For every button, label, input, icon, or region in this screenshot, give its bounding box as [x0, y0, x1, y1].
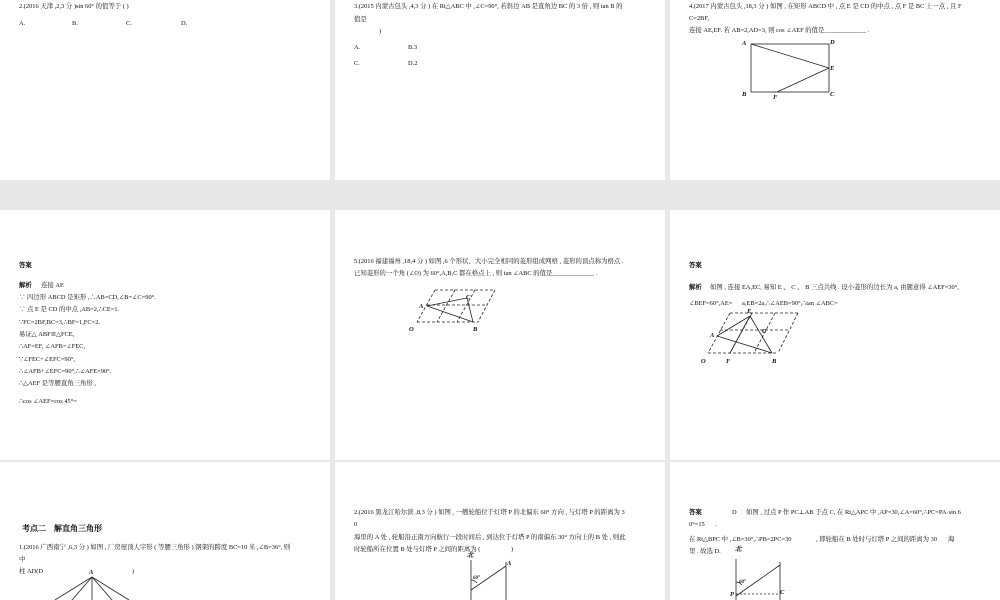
solution-line-4: 里 . 故选 D. [689, 548, 721, 555]
answer-value: D [732, 509, 737, 516]
question-5-text-cont: 已知菱形的一个角 (∠O) 为 60°,A,B,C 都在格点上 , 则 tan ∠ABC 的值是_____________ . [354, 270, 598, 277]
question-3-text-cont: 值是 [354, 16, 367, 23]
figure-label-f: F [726, 358, 731, 365]
question-2-text: 2.(2016 黑龙江哈尔滨 ,8,3 分 ) 如图 , 一艘轮船位于灯塔 P 的北偏东 60° 方向 , 与灯塔 P 的距离为 3 [354, 509, 625, 516]
question-5-text: 5.(2016 福建福州 ,18,4 分 ) 如图 ,6 个形状、大小完全相同的菱形组成网格 , 菱形的顶点称为格点 . [354, 258, 624, 265]
answer-label: 答案 [689, 509, 702, 516]
rhombus-grid-figure [335, 210, 665, 460]
slide-8 [335, 462, 665, 600]
solution-line-2: 0°=15 [689, 521, 705, 528]
slide-2 [335, 0, 665, 180]
analysis-line-1: 如图 , 连接 EA,EC, 易知 E 、 C 、 B 三点共线 . 设小菱形的边长为 a, 由题意得 ∠AEF=30°, [710, 284, 959, 291]
figure-label-f: F [773, 94, 778, 101]
analysis-line-9: ∴△AEF 是等腰直角三角形 , [19, 380, 96, 387]
question-4-text-cont2: 连接 AE,EF. 若 AB=2,AD=3, 则 cos ∠AEF 的值是_____________ . [689, 27, 870, 34]
option-d-label: D.2 [408, 60, 418, 67]
option-a-label: A. [354, 44, 361, 51]
analysis-line-3: a,EB=2a,∴∠AEB=90°,∴tan ∠ABC= [742, 300, 838, 307]
roof-truss-figure [0, 462, 330, 600]
option-c-label: C. [126, 20, 132, 27]
figure-label-p: P [730, 591, 734, 598]
option-d-label: D. [181, 20, 188, 27]
analysis-line-1: 连接 AF. [41, 282, 65, 289]
answer-label: 答案 [689, 262, 702, 269]
analysis-line-8: ∴∠AFB+∠EFC=90°,∴∠AFE=90°. [19, 368, 112, 375]
figure-label-d: D [830, 39, 835, 46]
section-heading: 考点二 解直角三角形 [22, 524, 102, 533]
figure-label-b: B [742, 91, 747, 98]
analysis-line-7: ∵∠FEC+∠EFC=90°, [19, 356, 75, 363]
question-1-text-cont2: 柱 AD(D [19, 568, 43, 575]
question-1-paren: ) [132, 568, 135, 575]
figure-label-c: C [780, 589, 785, 596]
figure-label-c: C [762, 328, 767, 335]
slide-1 [0, 0, 330, 180]
solution-line-3: 在 Rt△BPC 中 ,∠B=30°,∴PB=2PC=30 [689, 536, 792, 543]
question-2-text-cont3: 时轮船所在位置 B 处与灯塔 P 之间的距离为 ( [354, 546, 481, 553]
question-2-text-cont2: 海里的 A 处 , 轮船沿正南方向航行一段时间后 , 到达位于灯塔 P 的南偏东 30° 方向上的 B 处 , 则此 [354, 534, 626, 541]
option-b-label: B. [72, 20, 78, 27]
figure-label-a: A [89, 569, 94, 576]
slide-3 [670, 0, 1000, 180]
figure-label-b: B [772, 358, 777, 365]
solution-line-3-cont: , 即轮船在 B 处时与灯塔 P 之间的距离为 30 [816, 536, 938, 543]
slide-6 [670, 210, 1000, 460]
question-1-text: 1.(2016 广西南宁 ,6,3 分 ) 如图 , 厂房屋顶人字形 ( 等腰三角形 ) 钢架的跨度 BC=10 米 ,∠B=36°, 则 [19, 544, 291, 551]
analysis-line-2: ∵ 四边形 ABCD 是矩形 ,∴AB=CD,∠B=∠C=90°. [19, 294, 156, 301]
figure-label-north: 北 [735, 546, 742, 553]
figure-label-b: B [473, 326, 478, 333]
slide-4 [0, 210, 330, 460]
figure-label-a: A [419, 303, 424, 310]
analysis-line-2: ∠BEF=60°,AE= [689, 300, 733, 307]
figure-label-c: C [830, 91, 835, 98]
figure-label-a: A [710, 332, 715, 339]
analysis-label: 解析 [19, 282, 32, 289]
slide-9 [670, 462, 1000, 600]
solution-line-1: 如图 , 过点 P 作 PC⊥AB 于点 C, 在 Rt△APC 中 ,AP=30,∠A=60°,∴PC=PA·sin 6 [746, 509, 961, 516]
question-2-paren: ) [511, 546, 514, 553]
solution-line-3-end: 海 [948, 536, 955, 543]
figure-label-a: A [742, 40, 747, 47]
figure-label-angle-60: 60° [473, 576, 480, 581]
analysis-line-5: 易证△ ABF≌△FCE, [19, 331, 75, 338]
figure-label-o: O [409, 326, 414, 333]
figure-label-angle-60: 60° [739, 580, 746, 585]
question-3-paren: ) [379, 28, 382, 35]
option-a-label: A. [19, 20, 26, 27]
figure-label-e: E [747, 308, 752, 315]
option-c-label: C. [354, 60, 360, 67]
lighthouse-figure [670, 462, 1000, 600]
figure-label-a: A [507, 560, 512, 567]
question-4-text-cont: C=2BF, [689, 15, 709, 22]
figure-label-north: 北 [467, 552, 474, 559]
question-4-text: 4.(2017 内蒙古包头 ,18,3 分 ) 如图 , 在矩形 ABCD 中 , 点 E 是 CD 的中点 , 点 F 是 BC 上一点 , 且 F [689, 3, 962, 10]
analysis-line-3: ∵ 点 E 是 CD 的中点 ,AB=2,∴CE=1. [19, 306, 120, 313]
option-b-label: B.3 [408, 44, 418, 51]
analysis-label: 解析 [689, 284, 702, 291]
question-1-text-cont: 中 [19, 556, 26, 563]
lighthouse-figure [335, 462, 665, 600]
question-2-text: 2.(2016 天津 ,2,3 分 )sin 60° 的值等于 ( ) [19, 3, 129, 10]
question-3-text: 3.(2015 内蒙古包头 ,4,3 分 ) 在 Rt△ABC 中 ,∠C=90°, 若斜边 AB 是直角边 BC 的 3 倍 , 则 tan B 的 [354, 3, 623, 10]
figure-label-e: E [830, 65, 835, 72]
solution-line-2-end: . [715, 521, 717, 528]
slide-5 [335, 210, 665, 460]
rhombus-grid-figure [670, 210, 1000, 460]
question-2-text-cont: 0 [354, 521, 358, 528]
figure-label-o: O [701, 358, 706, 365]
answer-label: 答案 [19, 262, 32, 269]
analysis-line-10: ∴cos ∠AEF=cos 45°= [19, 398, 77, 405]
figure-label-c: C [466, 294, 471, 301]
rectangle-figure [670, 0, 1000, 180]
slide-7 [0, 462, 330, 600]
analysis-line-6: ∴AF=EF, ∠AFB=∠FEC, [19, 343, 86, 350]
analysis-line-4: ∵FC=2BF,BC=3,∴BF=1,FC=2. [19, 319, 100, 326]
